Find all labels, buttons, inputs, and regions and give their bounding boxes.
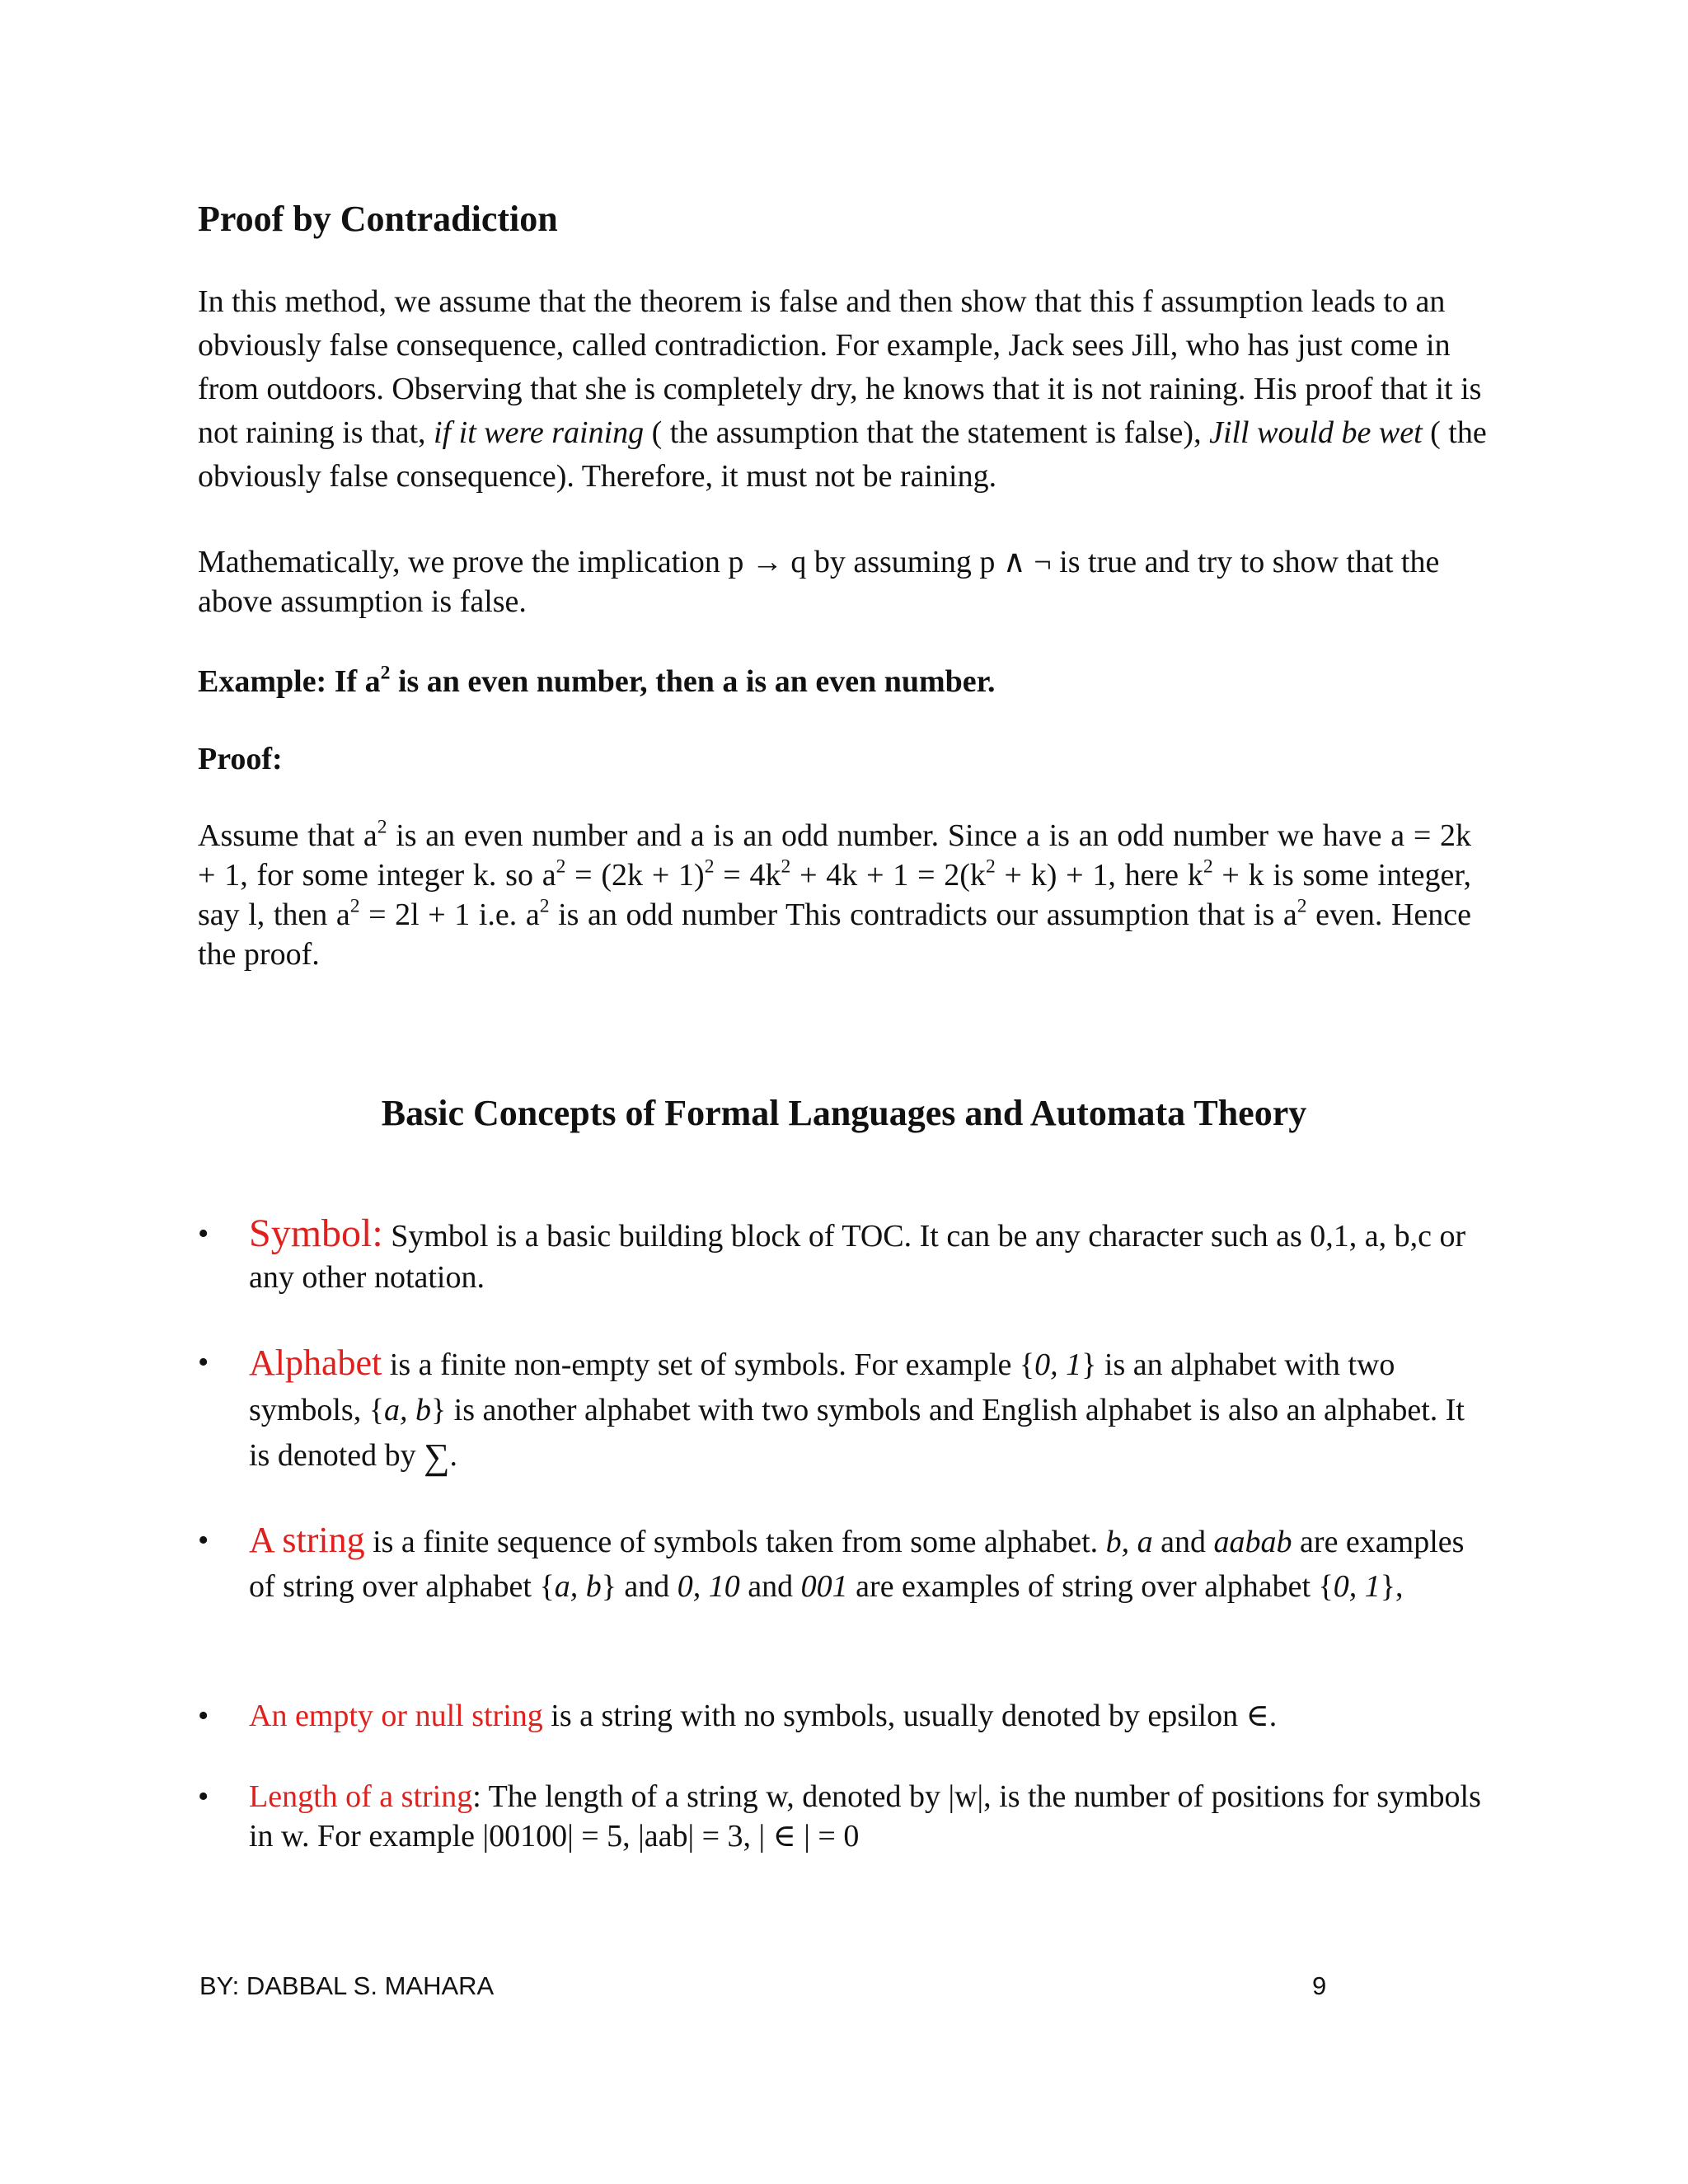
- bullet-marker: •: [198, 1216, 209, 1251]
- italic-text: 001: [800, 1569, 848, 1604]
- bullet-marker: •: [198, 1699, 209, 1733]
- bullet-marker: •: [198, 1345, 209, 1380]
- list-item-body: [249, 1777, 1485, 1856]
- text-run: is an even number and a is an odd number. Since a is an odd number we have a = 2k + 1, for some integer k. so a: [198, 818, 1471, 893]
- term-symbol: Symbol:: [249, 1212, 383, 1255]
- paragraph-method-description: [198, 280, 1492, 499]
- paragraph-mathematical-implication: [198, 542, 1492, 621]
- superscript: 2: [349, 895, 360, 917]
- text-run: and: [1152, 1525, 1214, 1559]
- implies-arrow-symbol: →: [751, 545, 783, 579]
- text-run: and: [739, 1569, 801, 1604]
- text-run: is a finite non-empty set of symbols. For example {: [382, 1347, 1035, 1382]
- list-item-body: [249, 1696, 1485, 1736]
- text-run: q by assuming p: [782, 545, 1003, 579]
- italic-text: b, a: [1105, 1525, 1153, 1559]
- italic-text: 0, 1: [1034, 1347, 1082, 1382]
- superscript: 2: [539, 895, 550, 917]
- sigma-symbol: ∑: [424, 1436, 450, 1477]
- italic-text: if it were raining: [434, 415, 645, 450]
- text-run: Assume that a: [198, 818, 377, 853]
- list-item-empty-string: [198, 1696, 1484, 1746]
- text-run: even. Hence the proof.: [198, 898, 1471, 972]
- superscript: 2: [781, 855, 791, 878]
- term-string: A string: [249, 1520, 365, 1560]
- italic-text: Jill would be wet: [1209, 415, 1423, 450]
- italic-text: a, b: [383, 1393, 431, 1427]
- text-run: is a finite sequence of symbols taken from some alphabet.: [364, 1525, 1106, 1559]
- footer-author: BY: DABBAL S. MAHARA: [199, 1971, 495, 2000]
- text-run: .: [449, 1438, 458, 1473]
- list-item-body: [249, 1518, 1485, 1609]
- proof-body: [198, 816, 1471, 974]
- and-not-symbol: ∧ ¬: [1002, 545, 1052, 579]
- superscript: 2: [556, 855, 566, 878]
- text-run: ( the obviously false consequence). Therefore, it must not be raining.: [198, 415, 1487, 494]
- text-run: ( the assumption that the statement is false),: [644, 415, 1210, 450]
- italic-text: aabab: [1213, 1525, 1292, 1559]
- definition-text: : The length of a string w, denoted by |w|, is the number of positions for symbols in w. For example |00100| = 5, |aab| = 3, | ∈ | = 0: [249, 1779, 1481, 1854]
- section-title-basic-concepts: Basic Concepts of Formal Languages and Automata Theory: [381, 1093, 1307, 1133]
- proof-label: Proof:: [198, 742, 283, 776]
- text-run: + k) + 1, here k: [995, 858, 1203, 893]
- bullet-marker: •: [198, 1523, 209, 1558]
- text-run: } is another alphabet with two symbols and English alphabet is also an alphabet. It is denoted by: [249, 1393, 1465, 1473]
- term-alphabet: Alphabet: [249, 1343, 382, 1383]
- definition-text: Symbol is a basic building block of TOC. It can be any character such as 0,1, a, b,c or any other notation.: [249, 1219, 1466, 1295]
- text-run: Example: If a: [198, 664, 381, 699]
- text-run: },: [1380, 1569, 1404, 1604]
- superscript: 2: [380, 662, 391, 684]
- superscript: 2: [985, 855, 996, 878]
- text-run: Mathematically, we prove the implication p: [198, 545, 752, 579]
- list-item-string: [198, 1518, 1484, 1658]
- definition-text: is a string with no symbols, usually denoted by epsilon ∈.: [542, 1699, 1278, 1733]
- text-run: = 2l + 1 i.e. a: [359, 898, 540, 932]
- text-run: In this method, we assume that the theorem is false and then show that this f assumption leads to an obviously false consequence, called contradiction. For example, Jack sees Jill, who has just come in from outdoors. Observing that she is completely dry, he knows that it is not raining. His proof that it is not raining is that,: [198, 284, 1482, 450]
- text-run: are examples of string over alphabet {: [847, 1569, 1334, 1604]
- term-empty-string: An empty or null string: [249, 1699, 543, 1733]
- superscript: 2: [704, 855, 715, 878]
- list-item-length-of-string: [198, 1777, 1484, 1868]
- example-statement: [198, 660, 1492, 704]
- text-run: } is an alphabet with two symbols, {: [249, 1347, 1395, 1427]
- list-item-symbol: [198, 1213, 1484, 1304]
- superscript: 2: [1203, 855, 1213, 878]
- footer-page-number: 9: [1312, 1971, 1327, 2000]
- section-heading-proof-by-contradiction: Proof by Contradiction: [198, 199, 558, 239]
- list-item-body: [249, 1340, 1485, 1479]
- superscript: 2: [1296, 895, 1307, 917]
- italic-text: 0, 10: [677, 1569, 740, 1604]
- text-run: are examples of string over alphabet {: [249, 1525, 1465, 1604]
- text-run: = 4k: [714, 858, 781, 893]
- list-item-alphabet: [198, 1340, 1484, 1480]
- text-run: is an odd number This contradicts our assumption that is a: [549, 898, 1297, 932]
- text-run: } and: [601, 1569, 678, 1604]
- text-run: = (2k + 1): [565, 858, 705, 893]
- text-run: + k is some integer, say l, then a: [198, 858, 1472, 932]
- bullet-marker: •: [198, 1779, 209, 1814]
- text-run: is an even number, then a is an even number.: [390, 664, 996, 699]
- superscript: 2: [377, 816, 387, 838]
- italic-text: 0, 1: [1333, 1569, 1381, 1604]
- italic-text: a, b: [554, 1569, 602, 1604]
- text-run: is true and try to show that the above assumption is false.: [198, 545, 1440, 619]
- text-run: + 4k + 1 = 2(k: [790, 858, 986, 893]
- list-item-body: [249, 1213, 1485, 1298]
- term-length-of-string: Length of a string: [249, 1779, 473, 1814]
